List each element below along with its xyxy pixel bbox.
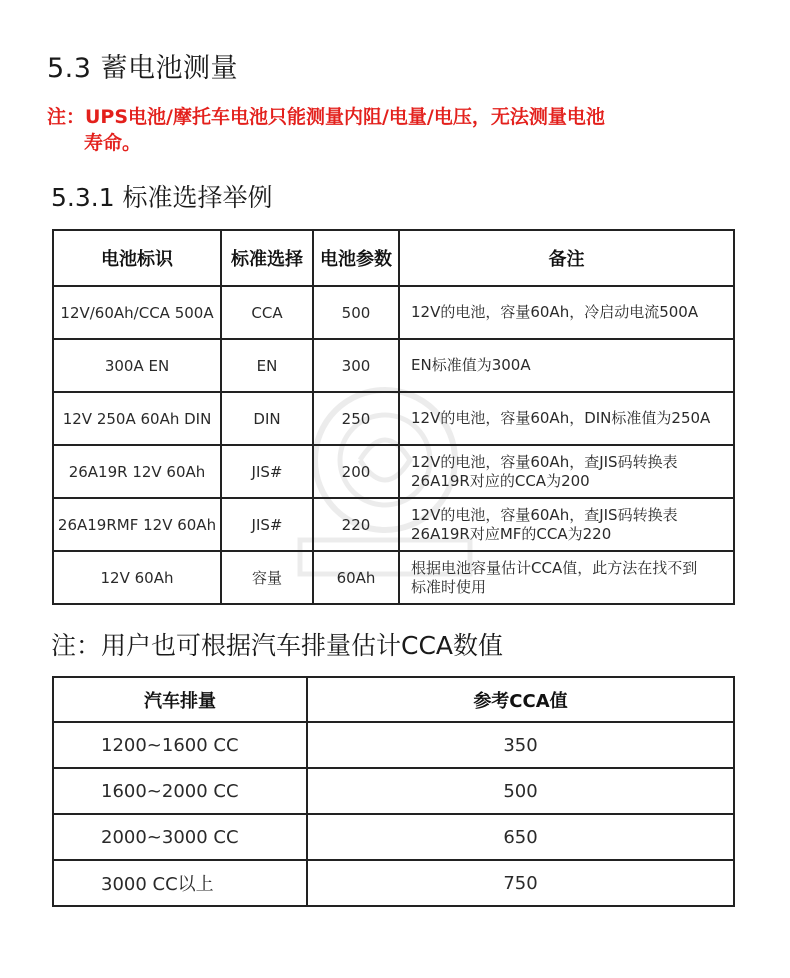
warning-note xyxy=(47,104,747,156)
cell-parameter: 220 xyxy=(313,498,399,551)
header-reference-cca: 参考CCA值 xyxy=(307,677,734,722)
cell-remark xyxy=(399,498,734,551)
cell-remark xyxy=(399,339,734,392)
cell-standard: CCA xyxy=(221,286,313,339)
standard-selection-table xyxy=(52,229,735,605)
header-remark: 备注 xyxy=(399,230,734,286)
table-row xyxy=(53,768,734,814)
table-header-row xyxy=(53,230,734,286)
remark-line-1: EN标准值为300A xyxy=(411,356,531,374)
cell-battery-id: 26A19RMF 12V 60Ah xyxy=(53,498,221,551)
remark-line-1: 12V的电池，容量60Ah，冷启动电流500A xyxy=(411,303,699,321)
table-row xyxy=(53,286,734,339)
cell-parameter: 200 xyxy=(313,445,399,498)
cell-parameter: 250 xyxy=(313,392,399,445)
table-row xyxy=(53,498,734,551)
cell-displacement: 1200~1600 CC xyxy=(53,722,307,768)
cell-displacement: 1600~2000 CC xyxy=(53,768,307,814)
header-standard: 标准选择 xyxy=(221,230,313,286)
cell-cca: 350 xyxy=(307,722,734,768)
displacement-note-title: 注：用户也可根据汽车排量估计CCA数值 xyxy=(51,631,504,660)
cell-standard: DIN xyxy=(221,392,313,445)
cell-battery-id: 12V 250A 60Ah DIN xyxy=(53,392,221,445)
remark-line-1: 12V的电池，容量60Ah，DIN标准值为250A xyxy=(411,409,711,427)
cell-parameter: 500 xyxy=(313,286,399,339)
subsection-title: 5.3.1 标准选择举例 xyxy=(51,183,273,212)
warning-line-2: 寿命。 xyxy=(84,132,142,154)
table-row xyxy=(53,339,734,392)
cell-cca: 750 xyxy=(307,860,734,906)
table-row xyxy=(53,445,734,498)
cell-remark xyxy=(399,445,734,498)
cell-displacement: 3000 CC以上 xyxy=(53,860,307,906)
remark-line-2: 26A19R对应的CCA为200 xyxy=(411,471,590,490)
header-displacement: 汽车排量 xyxy=(53,677,307,722)
cell-remark xyxy=(399,286,734,339)
table-row xyxy=(53,860,734,906)
cell-cca: 500 xyxy=(307,768,734,814)
cell-standard: JIS# xyxy=(221,445,313,498)
remark-line-1: 12V的电池，容量60Ah，查JIS码转换表 xyxy=(411,452,678,471)
cell-battery-id: 300A EN xyxy=(53,339,221,392)
table-row xyxy=(53,814,734,860)
cell-standard: JIS# xyxy=(221,498,313,551)
displacement-cca-table xyxy=(52,676,735,907)
table-row xyxy=(53,722,734,768)
cell-standard: EN xyxy=(221,339,313,392)
header-battery-id: 电池标识 xyxy=(53,230,221,286)
cell-battery-id: 26A19R 12V 60Ah xyxy=(53,445,221,498)
cell-parameter: 60Ah xyxy=(313,551,399,604)
cell-parameter: 300 xyxy=(313,339,399,392)
cell-battery-id: 12V/60Ah/CCA 500A xyxy=(53,286,221,339)
cell-displacement: 2000~3000 CC xyxy=(53,814,307,860)
cell-standard: 容量 xyxy=(221,551,313,604)
table-row xyxy=(53,551,734,604)
remark-line-1: 12V的电池，容量60Ah，查JIS码转换表 xyxy=(411,505,678,524)
cell-remark xyxy=(399,392,734,445)
section-title: 5.3 蓄电池测量 xyxy=(47,53,239,84)
cell-battery-id: 12V 60Ah xyxy=(53,551,221,604)
remark-line-1: 根据电池容量估计CCA值，此方法在找不到 xyxy=(411,558,698,577)
table-header-row xyxy=(53,677,734,722)
cell-cca: 650 xyxy=(307,814,734,860)
header-parameter: 电池参数 xyxy=(313,230,399,286)
remark-line-2: 标准时使用 xyxy=(411,577,487,596)
table-row xyxy=(53,392,734,445)
remark-line-2: 26A19R对应MF的CCA为220 xyxy=(411,524,612,543)
warning-line-1: 注：UPS电池/摩托车电池只能测量内阻/电量/电压，无法测量电池 xyxy=(47,106,605,128)
cell-remark xyxy=(399,551,734,604)
